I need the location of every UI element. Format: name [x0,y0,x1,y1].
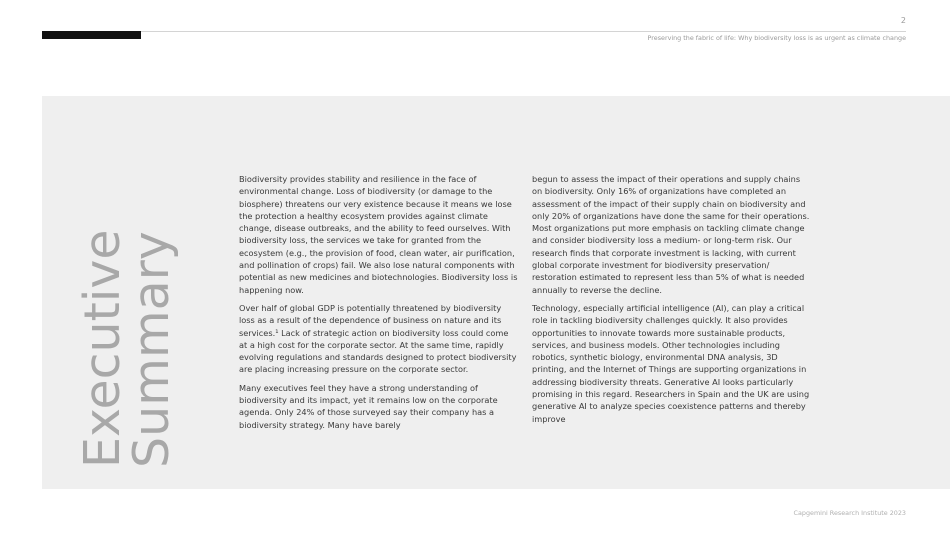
paragraph: Many executives feel they have a strong understanding of biodiversity and its impact, yet it remains low on the corporate agenda. Only 24% of those surveyed say their company has a biodiversity strategy. Many have barely [239,382,498,430]
section-title [74,229,180,468]
footer-credit: Capgemini Research Institute 2023 [793,509,906,517]
running-title: Preserving the fabric of life: Why biodiversity loss is as urgent as climate change [647,34,906,42]
page-number: 2 [900,16,906,25]
text-column-left [239,173,519,437]
paragraph: Biodiversity provides stability and resilience in the face of environmental change. Loss of biodiversity (or damage to the biosphere) threatens our very existence because it means we lose the protection a healthy ecosystem provides against climate change, disease outbreaks, and the ability to feed ourselves. With biodiversity loss, the services we take for granted from the ecosystem (e.g., the provision of food, clean water, air purification, and pollination of crops) fail. We also lose natural components with potential as new medicines and biotechnologies. Biodiversity loss is happening now. [239,174,518,295]
paragraph: Over half of global GDP is potentially threatened by biodiversity loss as a result of the dependence of business on nature and its services.¹ Lack of strategic action on biodiversity loss could come at a high cost for the corporate sector. At the same time, rapidly evolving regulations and standards designed to protect biodiversity are placing increasing pressure on the corporate sector. [239,302,517,375]
paragraph: begun to assess the impact of their operations and supply chains on biodiversity. Only 16% of organizations have completed an assessment of the impact of their supply chain on biodiversity and only 20% of organizations have done the same for their operations. Most organizations put more emphasis on tackling climate change and consider biodiversity loss a medium- or long-term risk. Our research finds that corporate investment is lacking, with current global corporate investment for biodiversity preservation/ restoration estimated to represent less than 5% of what is needed annually to reverse the decline. [532,174,810,295]
section-title-line-1: Executive [74,229,131,468]
text-column-right [532,173,812,431]
header-accent-bar [42,31,141,39]
section-title-line-2: Summary [123,231,180,468]
header-rule [141,31,906,32]
paragraph: Technology, especially artificial intelligence (AI), can play a critical role in tackling biodiversity challenges quickly. It also provides opportunities to innovate towards more sustainable products, services, and business models. Other technologies including robotics, synthetic biology, environmental DNA analysis, 3D printing, and the Internet of Things are supporting organizations in addressing biodiversity threats. Generative AI looks particularly promising in this regard. Researchers in Spain and the UK are using generative AI to analyze species coexistence patterns and thereby improve [532,302,810,424]
